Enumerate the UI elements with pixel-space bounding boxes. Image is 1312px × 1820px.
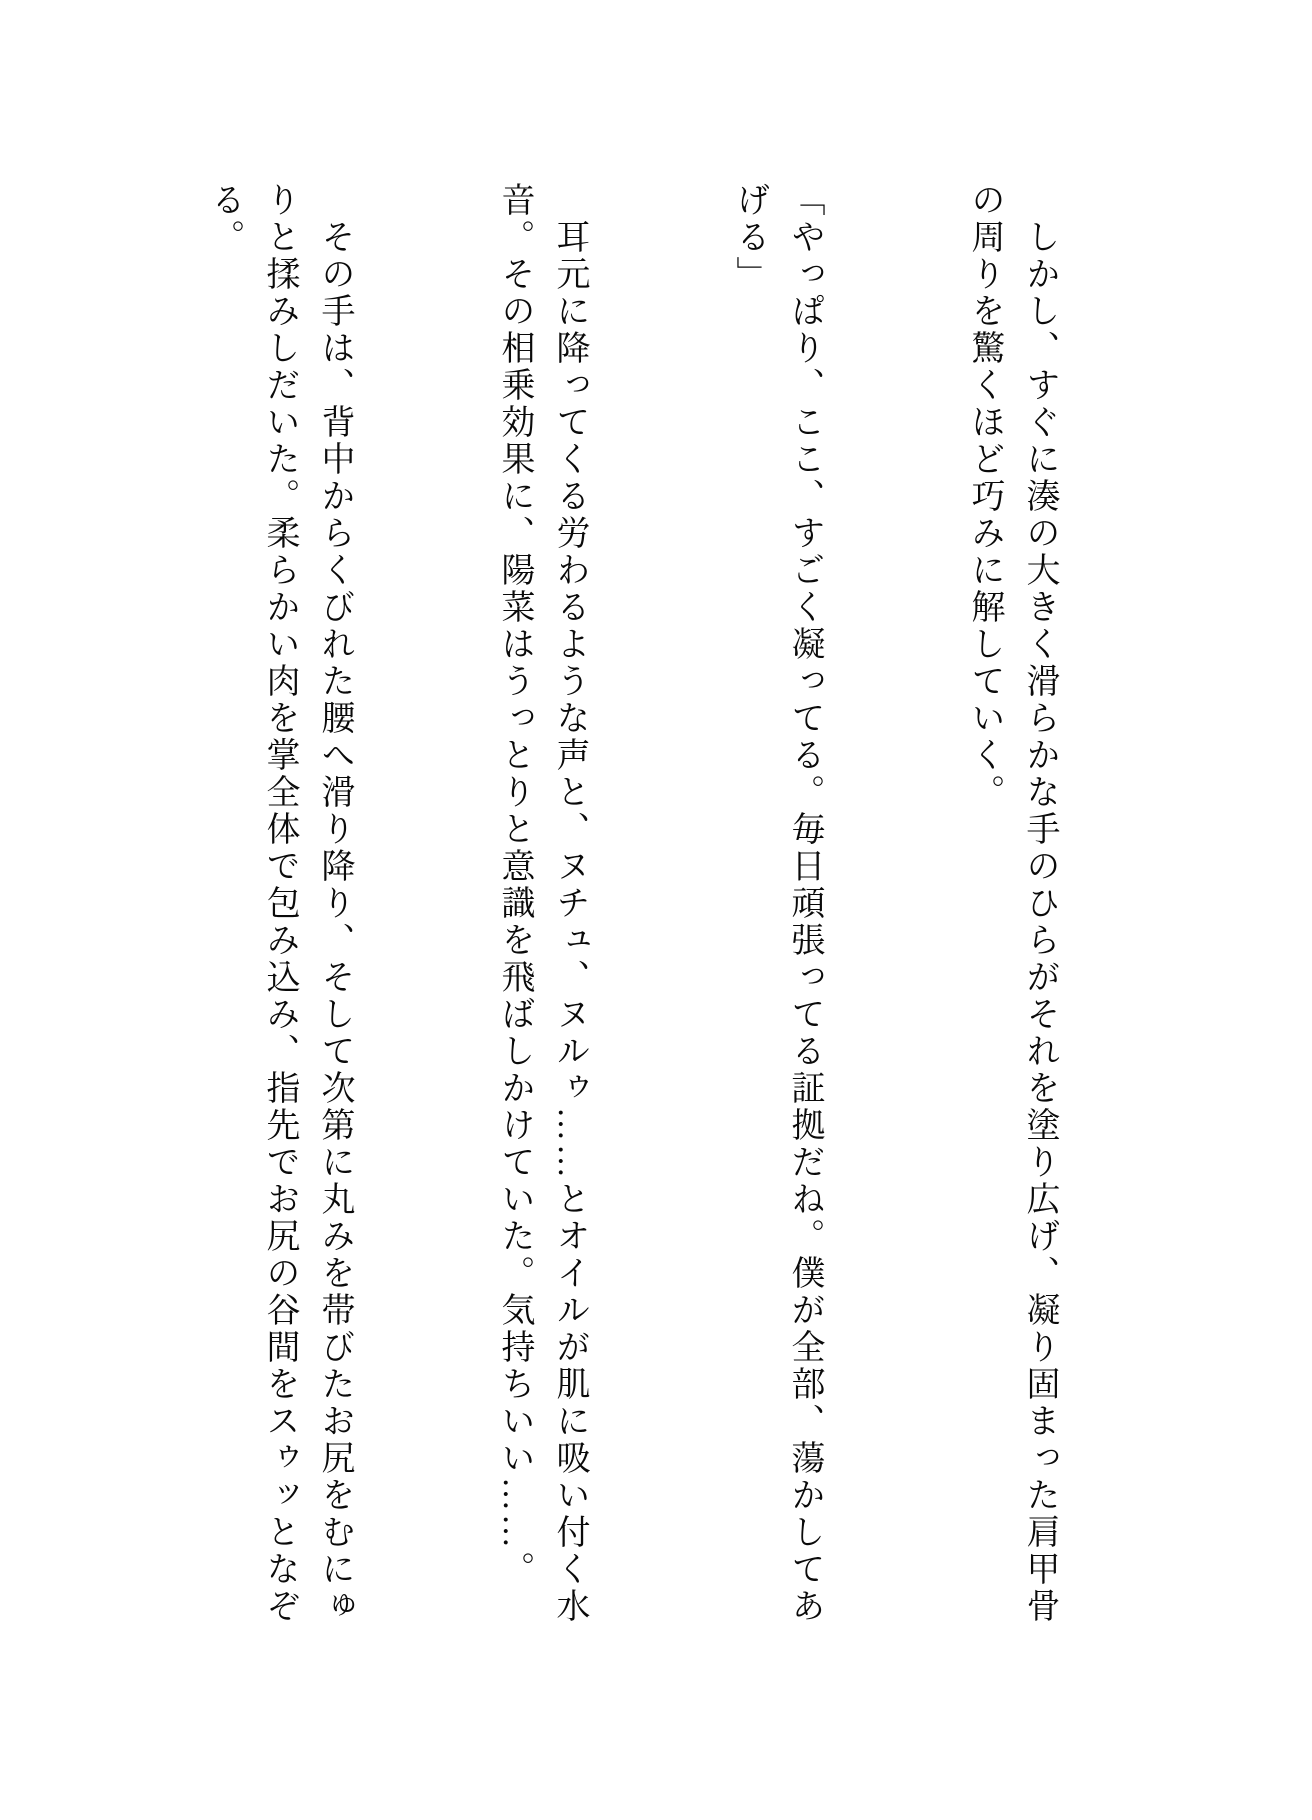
paragraph: 「やっぱり、ここ、すごく凝ってる。毎日頑張ってる証拠だね。僕が全部、蕩かしてあげる」 bbox=[731, 182, 823, 1625]
paragraph: 耳元に降ってくる労わるような声と、ヌチュ、ヌルゥ……とオイルが肌に吸い付く水音。その相乗効果に、陽菜はうっとりと意識を飛ばしかけていた。気持ちいい……。 bbox=[496, 182, 588, 1625]
paragraph: その手は、背中からくびれた腰へ滑り降り、そして次第に丸みを帯びたお尻をむにゅりと揉みしだいた。柔らかい肉を掌全体で包み込み、指先でお尻の谷間をスゥッとなぞる。 bbox=[206, 182, 353, 1625]
paragraph: しかし、すぐに湊の大きく滑らかな手のひらがそれを塗り広げ、凝り固まった肩甲骨の周りを驚くほど巧みに解していく。 bbox=[966, 182, 1058, 1625]
text-block bbox=[197, 182, 1067, 1642]
